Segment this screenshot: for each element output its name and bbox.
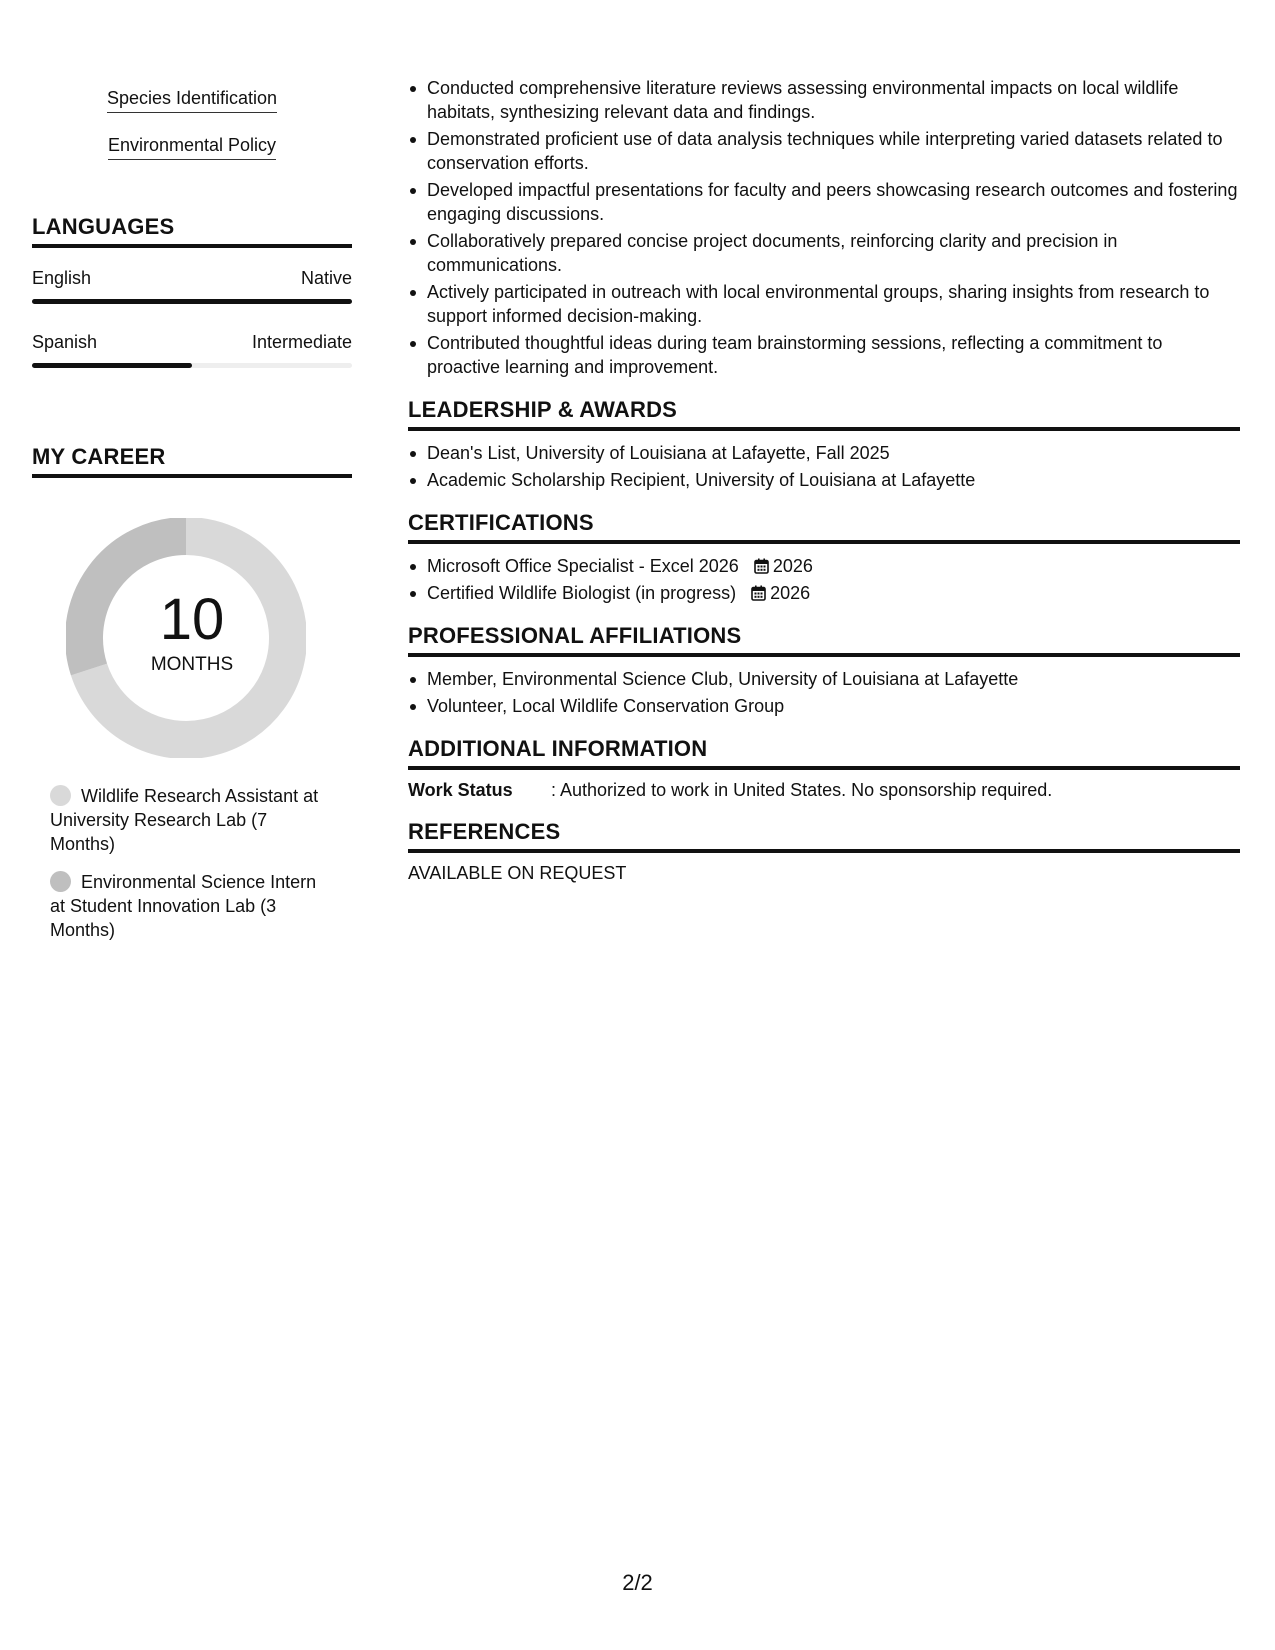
languages-section [32,214,352,368]
additional-info-heading: ADDITIONAL INFORMATION [408,736,1240,770]
experience-bullet: Demonstrated proficient use of data analysis techniques while interpreting varied datasets related to conservation efforts. [408,127,1240,175]
calendar-icon [754,558,769,574]
language-level-fill [32,299,352,304]
sidebar [32,76,352,956]
certification-name: Certified Wildlife Biologist (in progress) [427,583,737,603]
main-content [408,76,1240,884]
language-level-bar [32,363,352,368]
certification-date [751,583,810,603]
languages-heading: LANGUAGES [32,214,352,248]
certification-name: Microsoft Office Specialist - Excel 2026 [427,556,739,576]
career-total-number: 10 [159,587,225,652]
references-heading: REFERENCES [408,819,1240,853]
affiliation-item: Volunteer, Local Wildlife Conservation Group [408,694,1240,718]
affiliation-item: Member, Environmental Science Club, University of Louisiana at Lafayette [408,667,1240,691]
certification-date [754,556,813,576]
references-section [408,819,1240,884]
career-section [32,444,352,942]
skill-item: Environmental Policy [108,135,276,160]
career-legend-item [50,870,332,942]
language-level-bar [32,299,352,304]
affiliations-section [408,623,1240,718]
experience-bullet: Developed impactful presentations for faculty and peers showcasing research outcomes and fostering engaging discussions. [408,178,1240,226]
page-number: 2/2 [622,1570,653,1595]
experience-bullet: Collaboratively prepared concise project documents, reinforcing clarity and precision in communications. [408,229,1240,277]
experience-bullet: Contributed thoughtful ideas during team brainstorming sessions, reflecting a commitment to proactive learning and improvement. [408,331,1240,379]
leadership-section [408,397,1240,492]
career-legend-label: Environmental Science Intern at Student Innovation Lab (3 Months) [50,872,317,940]
work-status-label: Work Status [408,780,513,800]
work-status-value: : Authorized to work in United States. No sponsorship required. [551,780,1053,800]
language-name: Spanish [32,332,98,352]
language-item [32,268,352,304]
experience-bullet: Actively participated in outreach with local environmental groups, sharing insights from research to support informed decision-making. [408,280,1240,328]
career-legend-label: Wildlife Research Assistant at University Research Lab (7 Months) [50,786,319,854]
leadership-item: Dean's List, University of Louisiana at Lafayette, Fall 2025 [408,441,1240,465]
certification-year: 2026 [770,583,811,603]
leadership-item: Academic Scholarship Recipient, University of Louisiana at Lafayette [408,468,1240,492]
skill-item: Species Identification [107,88,277,113]
experience-bullet: Conducted comprehensive literature reviews assessing environmental impacts on local wildlife habitats, synthesizing relevant data and findings. [408,76,1240,124]
certification-year: 2026 [772,556,813,576]
career-donut-chart [32,518,352,758]
career-legend-item [50,784,332,856]
additional-info-section [408,736,1240,801]
legend-dot [50,785,71,806]
certification-item [408,554,1240,578]
language-level: Intermediate [251,332,352,352]
language-item [32,332,352,368]
references-text: AVAILABLE ON REQUEST [408,863,627,883]
affiliations-heading: PROFESSIONAL AFFILIATIONS [408,623,1240,657]
leadership-heading: LEADERSHIP & AWARDS [408,397,1240,431]
career-total-unit: MONTHS [150,654,234,675]
certification-item [408,581,1240,605]
skills-list [32,76,352,170]
calendar-icon [751,585,766,601]
career-heading: MY CAREER [32,444,352,478]
language-level-fill [32,363,192,368]
language-level: Native [300,268,352,288]
legend-dot [50,871,71,892]
experience-bullets [408,76,1240,379]
certifications-section [408,510,1240,605]
certifications-heading: CERTIFICATIONS [408,510,1240,544]
career-legend [32,784,352,942]
work-status-row [408,780,1240,801]
language-name: English [32,268,92,288]
